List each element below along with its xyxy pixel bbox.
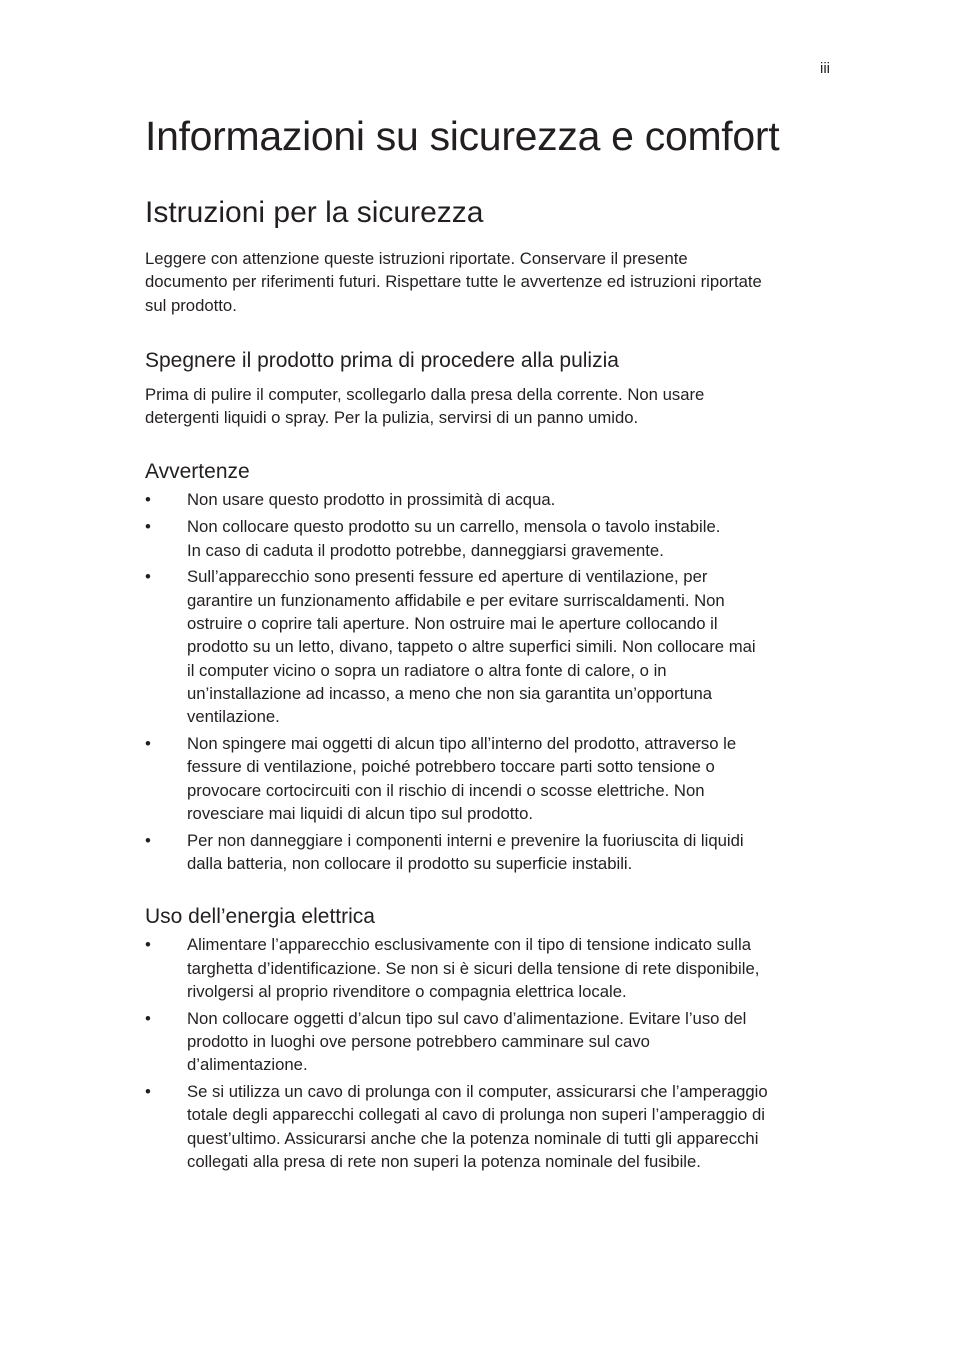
bullet-icon: • bbox=[145, 490, 151, 510]
bullet-icon: • bbox=[145, 517, 151, 537]
list-item-text: Non collocare oggetti d’alcun tipo sul cavo d’alimentazione. Evitare l’uso del prodotto in luoghi ove persone potrebbero camminare sul cavo d’alimentazione. bbox=[187, 1008, 747, 1075]
bullet-icon: • bbox=[145, 567, 151, 587]
list-item-text: Sull’apparecchio sono presenti fessure ed aperture di ventilazione, per garantire un funzionamento affidabile e per evitare surriscaldamenti. Non ostruire o coprire tali aperture. Non ostruire mai le aperture collocando il prodotto su un letto, divano, tappeto o altre superfici simili. Non collocare mai il computer vicino o sopra un radiatore o altra fonte di calore, o in un’installazione ad incasso, a meno che non sia garantita un’opportuna ventilazione. bbox=[187, 567, 756, 727]
power-list bbox=[145, 933, 835, 1173]
list-item-text: Non usare questo prodotto in prossimità di acqua. bbox=[187, 490, 556, 510]
list-item-text: Alimentare l’apparecchio esclusivamente con il tipo di tensione indicato sulla targhetta d’identificazione. Se non si è sicuri della tensione di rete disponibile, rivolgersi al proprio rivenditore o compagnia elettrica locale. bbox=[187, 935, 760, 1001]
warnings-list bbox=[145, 488, 835, 875]
bullet-icon: • bbox=[145, 733, 151, 753]
list-item bbox=[145, 565, 835, 728]
cleaning-heading: Spegnere il prodotto prima di procedere alla pulizia bbox=[145, 348, 619, 372]
list-item bbox=[145, 732, 835, 825]
page-title: Informazioni su sicurezza e comfort bbox=[145, 113, 780, 159]
intro-paragraph: Leggere con attenzione queste istruzioni riportate. Conservare il presente documento per riferimenti futuri. Rispettare tutte le avvertenze ed istruzioni riportate sul prodotto. bbox=[145, 249, 762, 315]
power-heading: Uso dell’energia elettrica bbox=[145, 905, 375, 929]
warnings-heading: Avvertenze bbox=[145, 460, 250, 484]
list-item-text: Non collocare questo prodotto su un carrello, mensola o tavolo instabile. In caso di caduta il prodotto potrebbe, danneggiarsi gravemente. bbox=[187, 517, 721, 560]
list-item bbox=[145, 1080, 835, 1173]
list-item-text: Per non danneggiare i componenti interni e prevenire la fuoriuscita di liquidi dalla batteria, non collocare il prodotto su superficie instabili. bbox=[187, 830, 744, 873]
page-number: iii bbox=[820, 60, 830, 77]
bullet-icon: • bbox=[145, 935, 151, 955]
list-item bbox=[145, 515, 835, 562]
list-item bbox=[145, 488, 835, 511]
list-item bbox=[145, 829, 835, 876]
page-content bbox=[145, 110, 835, 1177]
bullet-icon: • bbox=[145, 1008, 151, 1028]
bullet-icon: • bbox=[145, 1082, 151, 1102]
list-item-text: Se si utilizza un cavo di prolunga con il computer, assicurarsi che l’amperaggio totale degli apparecchi collegati al cavo di prolunga non superi l’amperaggio di quest’ultimo. Assicurarsi anche che la potenza nominale di tutti gli apparecchi collegati alla presa di rete non superi la potenza nominale del fusibile. bbox=[187, 1082, 768, 1171]
list-item bbox=[145, 933, 835, 1003]
list-item-text: Non spingere mai oggetti di alcun tipo all’interno del prodotto, attraverso le fessure di ventilazione, poiché potrebbero toccare parti sotto tensione o provocare cortocircuiti con il rischio di incendi o scosse elettriche. Non rovesciare mai liquidi di alcun tipo sul prodotto. bbox=[187, 733, 737, 823]
bullet-icon: • bbox=[145, 830, 151, 850]
list-item bbox=[145, 1007, 835, 1077]
section-heading: Istruzioni per la sicurezza bbox=[145, 196, 484, 229]
cleaning-paragraph: Prima di pulire il computer, scollegarlo dalla presa della corrente. Non usare detergenti liquidi o spray. Per la pulizia, servirsi di un panno umido. bbox=[145, 384, 705, 428]
